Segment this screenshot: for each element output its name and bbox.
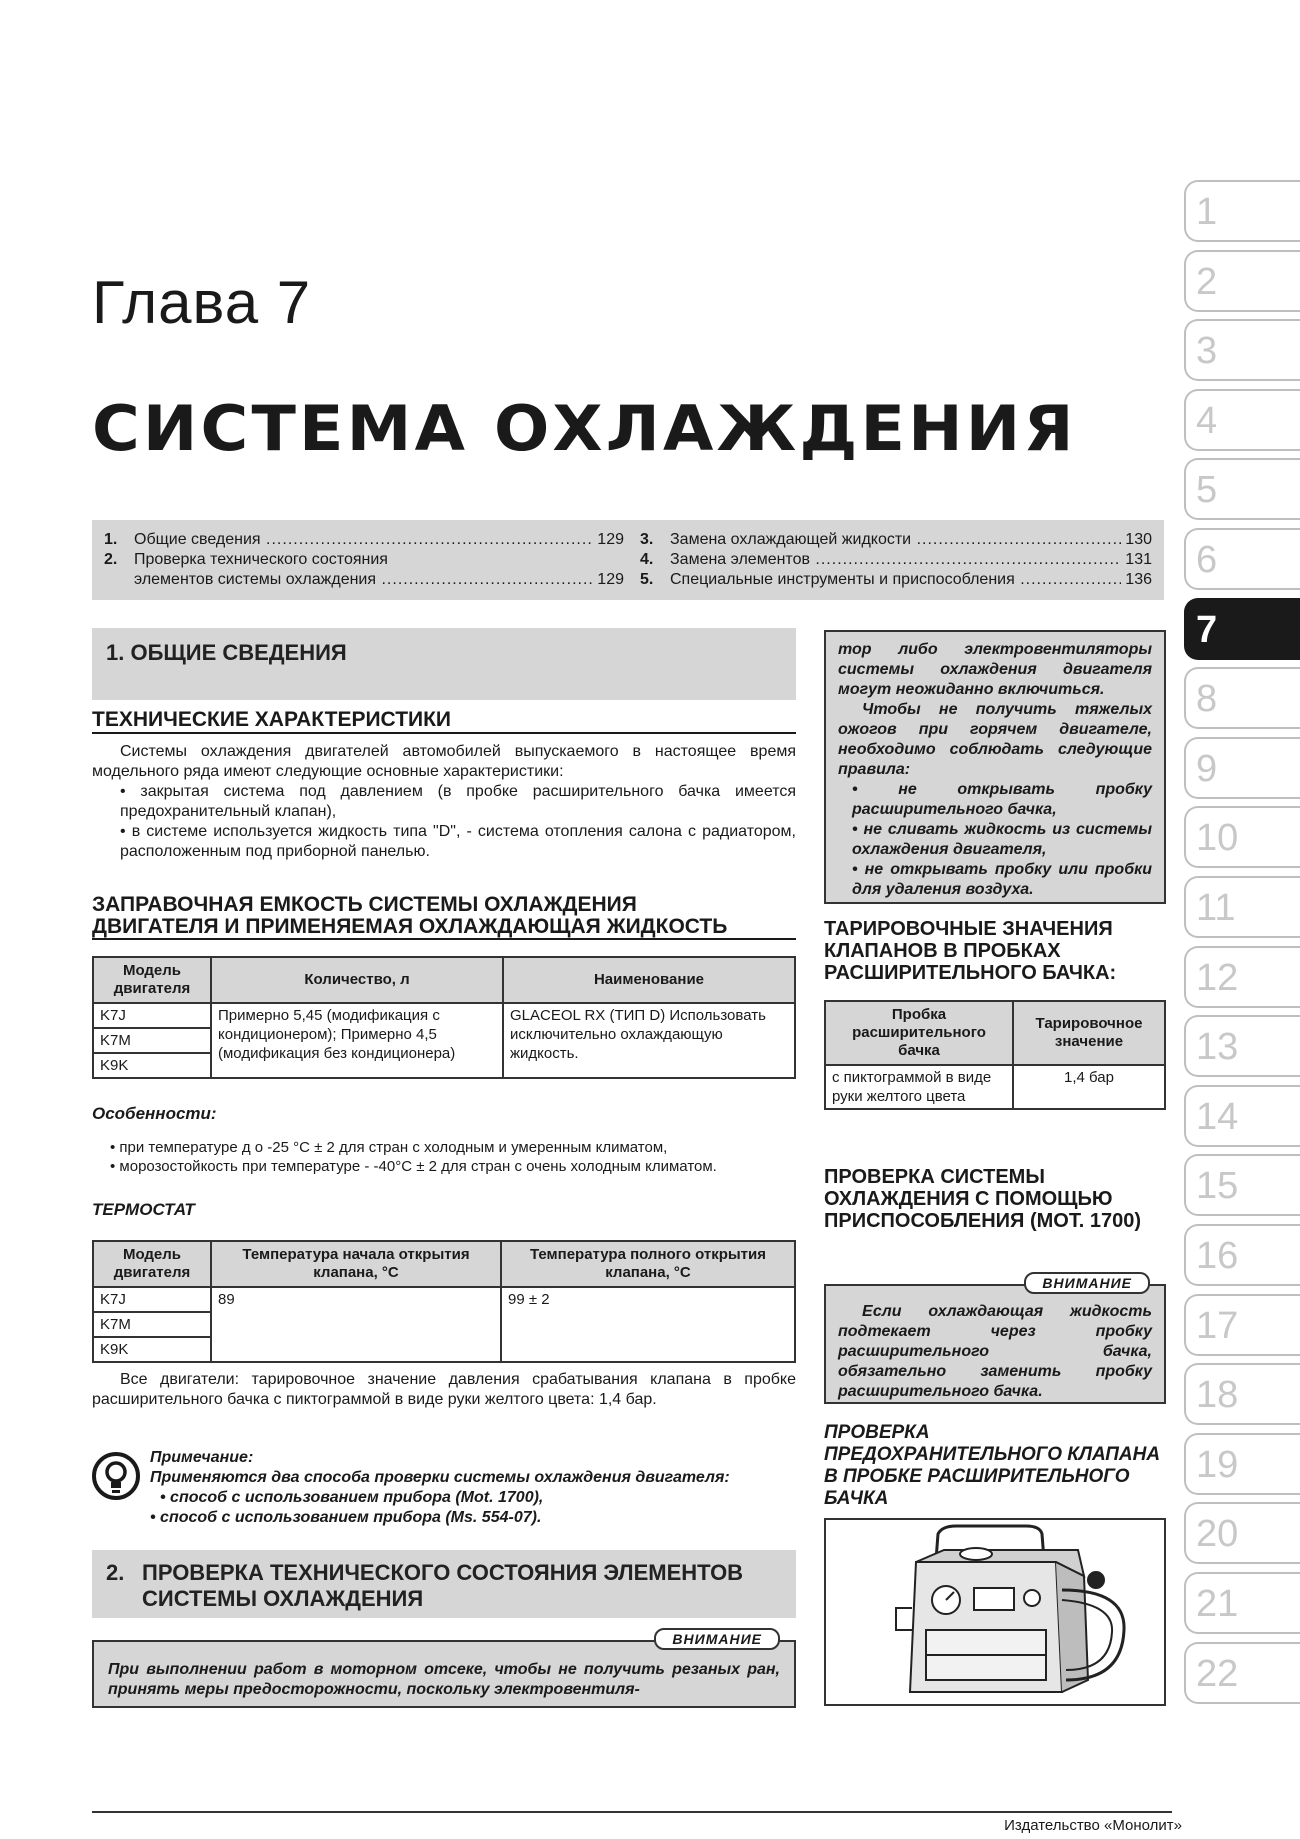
- table-cell: с пиктограммой в виде руки желтого цвета: [825, 1065, 1013, 1109]
- chapter-tab-9[interactable]: 9: [1184, 737, 1300, 799]
- system-check-heading: ПРОВЕРКА СИСТЕМЫ ОХЛАЖДЕНИЯ С ПОМОЩЬЮ ПРИСПОСОБЛЕНИЯ (МОТ. 1700): [824, 1166, 1142, 1232]
- table-cell: K7J: [93, 1003, 211, 1028]
- all-engines-text: Все двигатели: тарировочное значение давления срабатывания клапана в пробке расширительного бачка с пиктограммой в виде руки желтого цвета: 1,4 бар.: [92, 1371, 796, 1408]
- chapter-tab-7[interactable]: 7: [1184, 598, 1300, 660]
- toc-column-right: [640, 530, 1152, 590]
- table-row: [93, 1003, 795, 1028]
- capacity-heading-line: ЗАПРАВОЧНАЯ ЕМКОСТЬ СИСТЕМЫ ОХЛАЖДЕНИЯ: [92, 893, 637, 916]
- thermostat-heading: ТЕРМОСТАТ: [92, 1200, 195, 1219]
- chapter-tab-20[interactable]: 20: [1184, 1502, 1300, 1564]
- toc-item[interactable]: [640, 550, 1152, 570]
- chapter-title: СИСТЕМА ОХЛАЖДЕНИЯ: [92, 392, 1077, 465]
- column-header: Температура начала открытия клапана, °С: [211, 1241, 501, 1287]
- valve-values-heading: ТАРИРОВОЧНЫЕ ЗНАЧЕНИЯ КЛАПАНОВ В ПРОБКАХ РАСШИРИТЕЛЬНОГО БАЧКА:: [824, 918, 1117, 984]
- table-row: [825, 1065, 1165, 1109]
- note-line: • способ с использованием прибора (Ms. 554-07).: [150, 1509, 542, 1526]
- note-line: • способ с использованием прибора (Mot. 1700),: [160, 1489, 544, 1506]
- column-header: Тарировочное значение: [1013, 1001, 1165, 1065]
- chapter-tab-17[interactable]: 17: [1184, 1294, 1300, 1356]
- chapter-tab-10[interactable]: 10: [1184, 806, 1300, 868]
- chapter-tab-6[interactable]: 6: [1184, 528, 1300, 590]
- column-header: Температура полного открытия клапана, °С: [501, 1241, 795, 1287]
- toc-item-text: Общие сведения .....: [134, 530, 593, 550]
- toc-item-number: 1.: [104, 531, 118, 548]
- bullet-item: • закрытая система под давлением (в пробке расширительного бачка имеется предохранительный клапан),: [120, 783, 796, 820]
- toc-item-page: 129: [597, 571, 624, 588]
- bullet-item: • морозостойкость при температуре - -40°С ± 2 для стран с очень холодным климатом.: [110, 1158, 717, 1175]
- toc-item-page: [620, 550, 624, 570]
- check-warning: [824, 1275, 1166, 1404]
- toc-item[interactable]: [104, 570, 624, 590]
- table-cell: K7J: [93, 1287, 211, 1312]
- tech-characteristics-text: [92, 742, 796, 862]
- features-heading: Особенности:: [92, 1104, 217, 1123]
- pressure-tester-image: [826, 1520, 1164, 1704]
- section-1-header: [92, 628, 796, 700]
- section-1-title: 1. ОБЩИЕ СВЕДЕНИЯ: [106, 640, 347, 665]
- tool-illustration: [824, 1518, 1166, 1706]
- table-cell: 1,4 бар: [1013, 1065, 1165, 1109]
- note-block: [150, 1448, 796, 1528]
- table-of-contents: [92, 520, 1164, 600]
- toc-item-number: 3.: [640, 531, 654, 548]
- table-cell: K9K: [93, 1337, 211, 1362]
- thermostat-table: [92, 1240, 796, 1363]
- warning-text: При выполнении работ в моторном отсеке, чтобы не получить резаных ран, принять меры предосторожности, поскольку электровентиля-: [108, 1661, 780, 1698]
- chapter-tab-18[interactable]: 18: [1184, 1363, 1300, 1425]
- toc-item-page: 130: [1125, 531, 1152, 548]
- section-2-warning: [92, 1631, 796, 1708]
- continued-warning: [824, 630, 1166, 904]
- note-label: Примечание:: [150, 1449, 254, 1466]
- chapter-tab-21[interactable]: 21: [1184, 1572, 1300, 1634]
- tech-characteristics-heading: ТЕХНИЧЕСКИЕ ХАРАКТЕРИСТИКИ: [92, 708, 796, 734]
- table-cell: K7M: [93, 1312, 211, 1337]
- bullet-item: • в системе используется жидкость типа "D", - система отопления салона с радиатором, расположенным под приборной панелью.: [120, 823, 796, 860]
- toc-item-text: Замена охлаждающей жидкости .....: [670, 530, 1121, 550]
- warning-label: ВНИМАНИЕ: [1024, 1272, 1150, 1294]
- column-header: Модель двигателя: [93, 1241, 211, 1287]
- toc-item-number: 5.: [640, 571, 654, 588]
- column-header: Количество, л: [211, 957, 503, 1003]
- chapter-tab-14[interactable]: 14: [1184, 1085, 1300, 1147]
- table-cell: Примерно 5,45 (модификация с кондиционером); Примерно 4,5 (модификация без кондиционера): [211, 1003, 503, 1078]
- features-list: [110, 1138, 796, 1176]
- column-header: Наименование: [503, 957, 795, 1003]
- toc-item-page: 129: [597, 531, 624, 548]
- table-cell: 89: [211, 1287, 501, 1362]
- valve-table: [824, 1000, 1166, 1110]
- chapter-tab-5[interactable]: 5: [1184, 458, 1300, 520]
- toc-column-left: [104, 530, 624, 590]
- chapter-tab-2[interactable]: 2: [1184, 250, 1300, 312]
- capacity-table: [92, 956, 796, 1079]
- table-cell: K7M: [93, 1028, 211, 1053]
- paragraph: Системы охлаждения двигателей автомобилей выпускаемого в настоящее время модельного ряда имеют следующие основные характеристики:: [92, 743, 796, 780]
- chapter-tab-15[interactable]: 15: [1184, 1154, 1300, 1216]
- continued-warning-text: [826, 632, 1164, 908]
- bullet-item: • при температуре д о -25 °С ± 2 для стран с холодным и умеренным климатом,: [110, 1139, 668, 1156]
- toc-item-page: 131: [1125, 551, 1152, 568]
- chapter-tab-12[interactable]: 12: [1184, 946, 1300, 1008]
- chapter-tab-4[interactable]: 4: [1184, 389, 1300, 451]
- footer-divider: [92, 1811, 1172, 1813]
- toc-item-text: Замена элементов .....: [670, 550, 1121, 570]
- note-icon: [92, 1452, 140, 1500]
- chapter-tab-19[interactable]: 19: [1184, 1433, 1300, 1495]
- bullet-item: • не открывать пробку или пробки для удаления воздуха.: [852, 861, 1152, 898]
- table-row: [93, 1287, 795, 1312]
- publisher-label: Издательство «Монолит»: [1004, 1817, 1182, 1834]
- chapter-tab-1[interactable]: 1: [1184, 180, 1300, 242]
- chapter-tab-13[interactable]: 13: [1184, 1015, 1300, 1077]
- paragraph: тор либо электровентиляторы системы охлаждения двигателя могут неожиданно включиться.: [838, 641, 1152, 698]
- capacity-heading-line: ДВИГАТЕЛЯ И ПРИМЕНЯЕМАЯ ОХЛАЖДАЮЩАЯ ЖИДКОСТЬ: [92, 915, 728, 938]
- table-header-row: [93, 957, 795, 1003]
- toc-item[interactable]: [640, 570, 1152, 590]
- paragraph: Чтобы не получить тяжелых ожогов при горячем двигателе, необходимо соблюдать следующие правила:: [838, 701, 1152, 778]
- section-2-title: ПРОВЕРКА ТЕХНИЧЕСКОГО СОСТОЯНИЯ ЭЛЕМЕНТОВ СИСТЕМЫ ОХЛАЖДЕНИЯ: [142, 1560, 744, 1611]
- toc-item[interactable]: [104, 550, 624, 570]
- table-cell: 99 ± 2: [501, 1287, 795, 1362]
- section-2-number: 2.: [106, 1560, 125, 1585]
- chapter-tab-22[interactable]: 22: [1184, 1642, 1300, 1704]
- toc-item-page: 136: [1125, 571, 1152, 588]
- column-header: Пробка расширительного бачка: [825, 1001, 1013, 1065]
- table-header-row: [93, 1241, 795, 1287]
- table-cell: K9K: [93, 1053, 211, 1078]
- table-cell: GLACEOL RX (ТИП D) Использовать исключительно охлаждающую жидкость.: [503, 1003, 795, 1078]
- toc-item-text: элементов системы охлаждения .....: [134, 570, 593, 590]
- chapter-number: Глава 7: [92, 269, 312, 336]
- chapter-tab-3[interactable]: 3: [1184, 319, 1300, 381]
- toc-item[interactable]: [104, 530, 624, 550]
- bullet-item: • не сливать жидкость из системы охлаждения двигателя,: [852, 821, 1152, 858]
- bullet-item: • не открывать пробку расширительного бачка,: [852, 781, 1152, 818]
- warning-label: ВНИМАНИЕ: [654, 1628, 780, 1650]
- toc-item-number: 2.: [104, 551, 118, 568]
- toc-item-text: Проверка технического состояния: [134, 551, 388, 568]
- toc-item-text: Специальные инструменты и приспособления .....: [670, 570, 1121, 590]
- warning-text: Если охлаждающая жидкость подтекает через пробку расширительного бачка, обязательно заменить пробку расширительного бачка.: [838, 1303, 1152, 1400]
- note-line: Применяются два способа проверки системы охлаждения двигателя:: [150, 1469, 730, 1486]
- section-2-header: [92, 1550, 796, 1618]
- column-header: Модель двигателя: [93, 957, 211, 1003]
- toc-item-number: 4.: [640, 551, 654, 568]
- toc-item-number: [104, 570, 134, 590]
- valve-check-heading: ПРОВЕРКА ПРЕДОХРАНИТЕЛЬНОГО КЛАПАНА В ПРОБКЕ РАСШИРИТЕЛЬНОГО БАЧКА: [824, 1422, 1161, 1509]
- capacity-heading: [92, 894, 796, 940]
- chapter-tab-8[interactable]: 8: [1184, 667, 1300, 729]
- table-header-row: [825, 1001, 1165, 1065]
- chapter-tab-11[interactable]: 11: [1184, 876, 1300, 938]
- chapter-tab-16[interactable]: 16: [1184, 1224, 1300, 1286]
- toc-item[interactable]: [640, 530, 1152, 550]
